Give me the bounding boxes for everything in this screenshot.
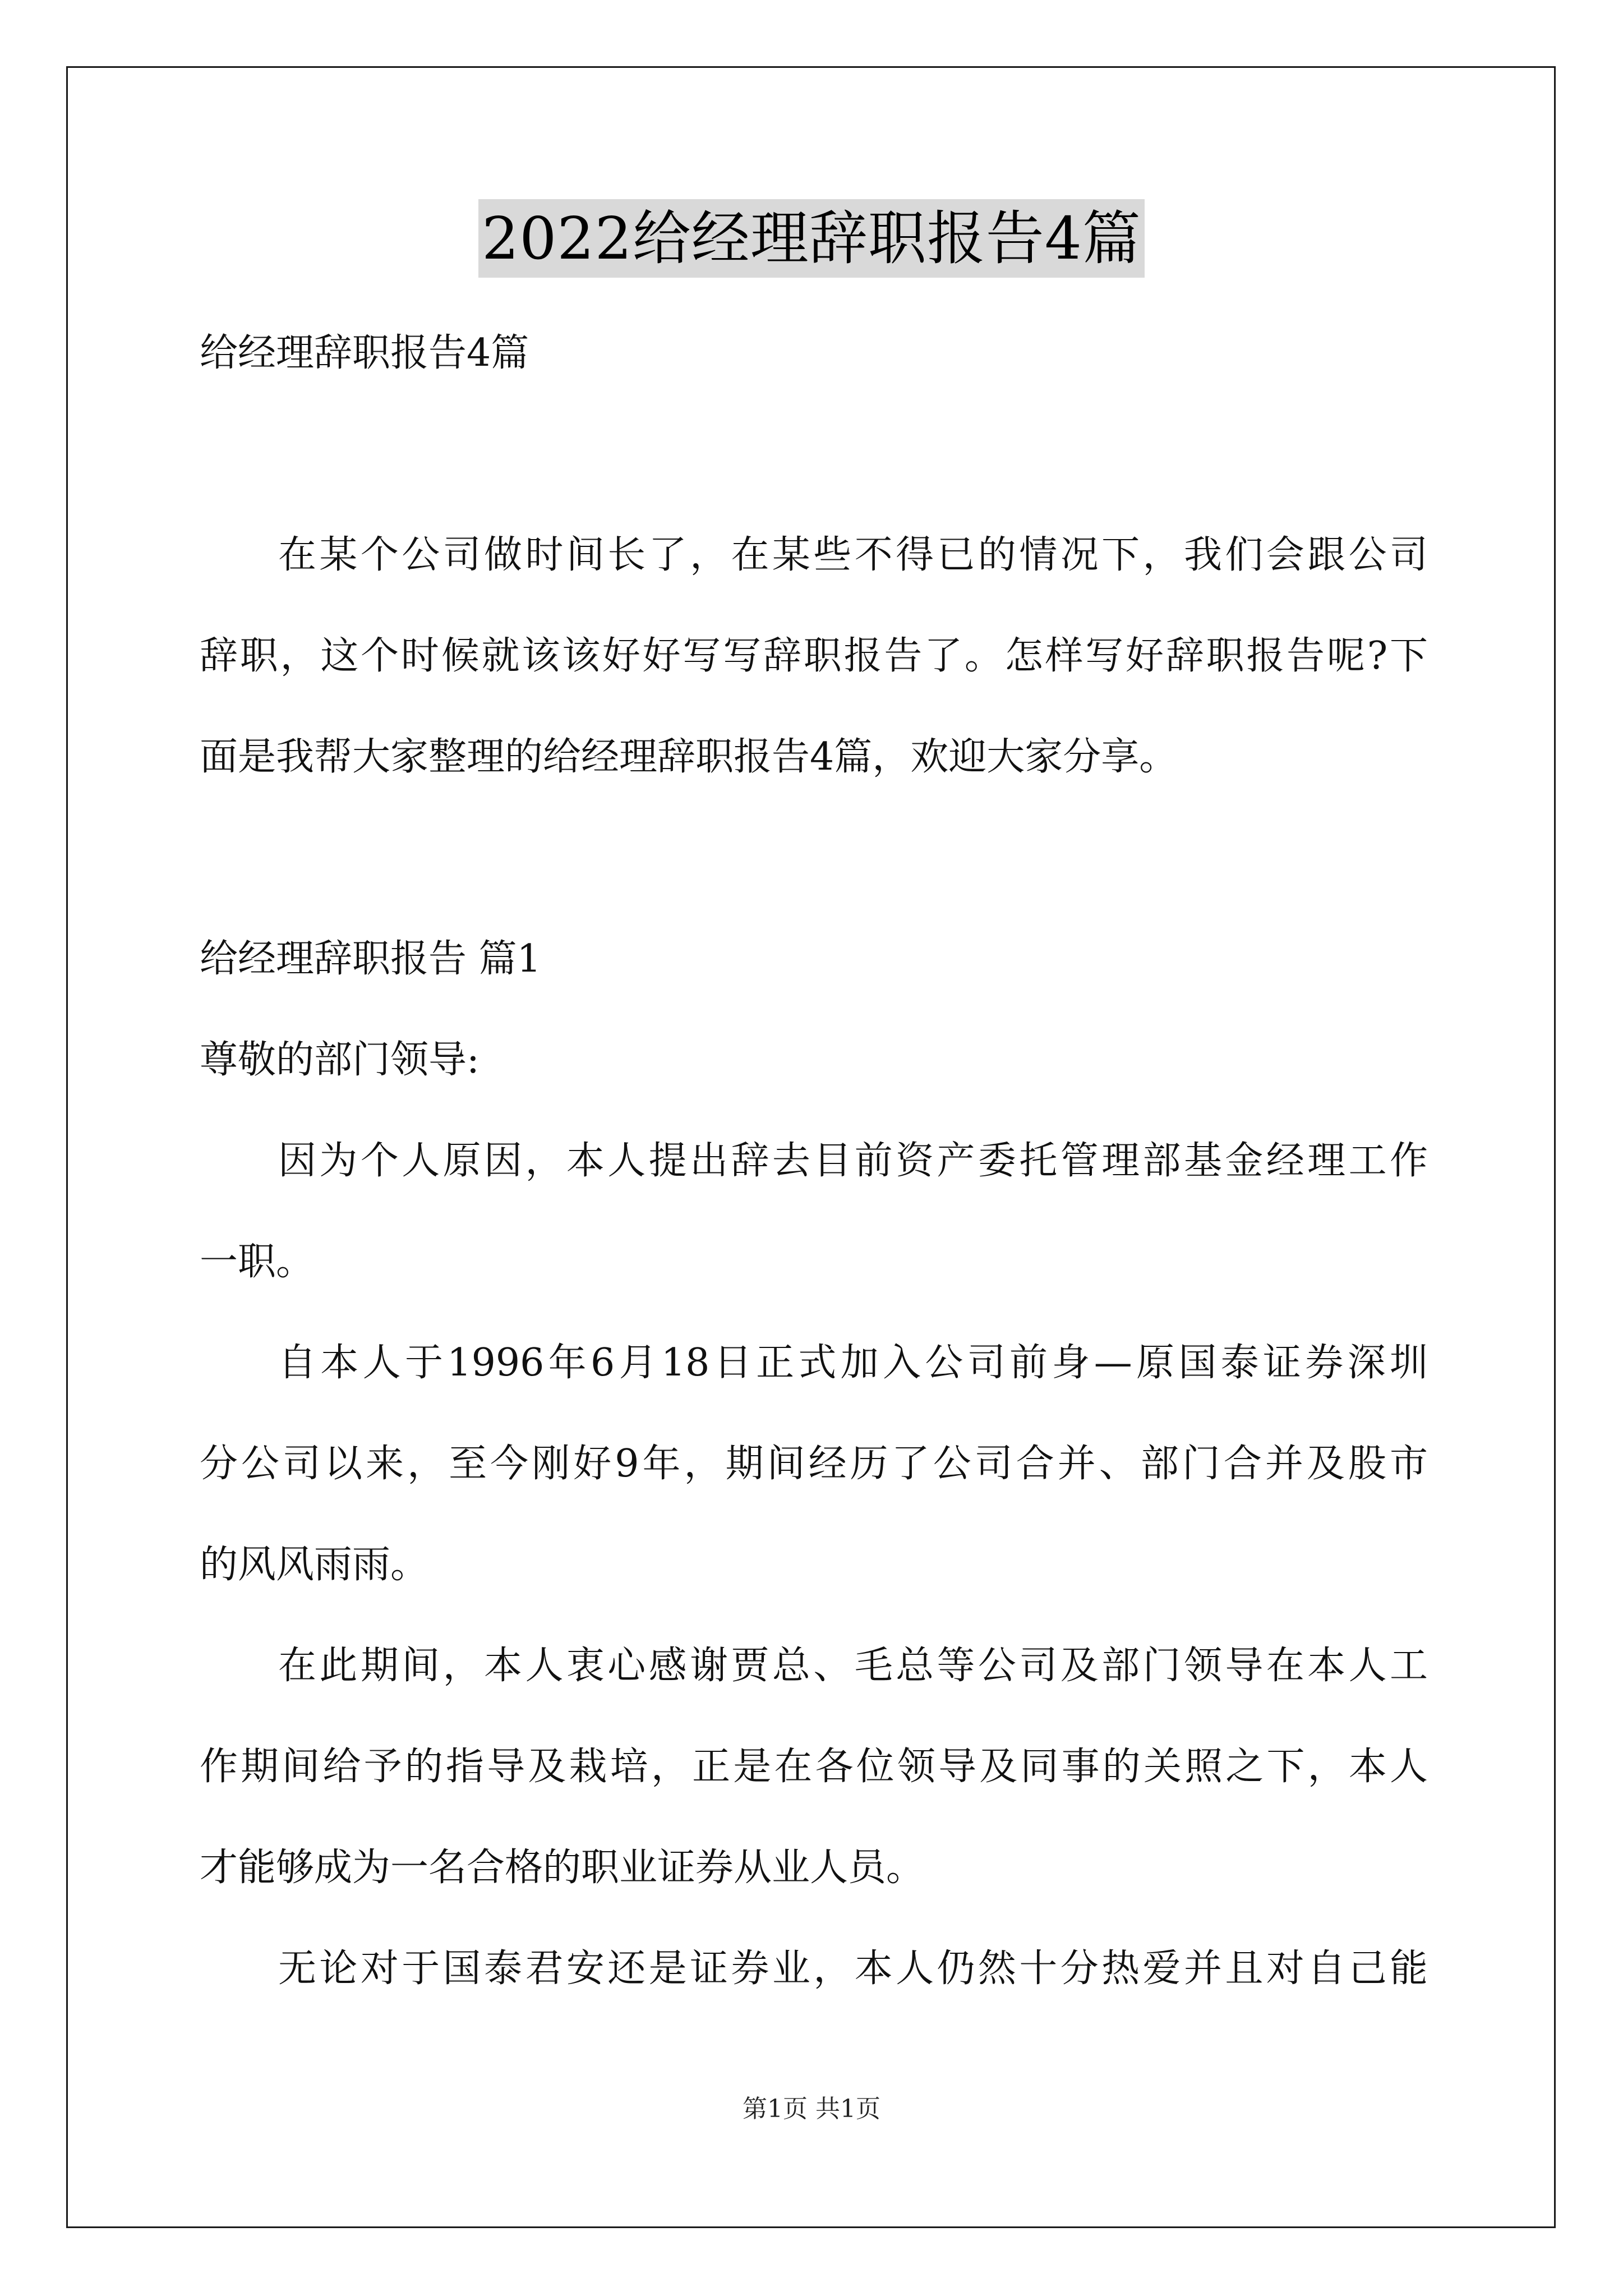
text-line: 一职。 [200, 1240, 315, 1284]
title-container [0, 199, 1623, 278]
text-line: 因为个人原因，本人提出辞去目前资产委托管理部基金经理工作 [278, 1139, 1428, 1183]
page-footer: 第1页 共1页 [743, 2095, 880, 2123]
text-line: 无论对于国泰君安还是证券业，本人仍然十分热爱并且对自己能 [278, 1947, 1428, 1991]
document-body [200, 303, 1428, 2019]
text-line: 尊敬的部门领导: [200, 1038, 479, 1082]
text-line: 才能够成为一名合格的职业证券从业人员。 [200, 1846, 925, 1890]
document-title: 2022给经理辞职报告4篇 [478, 199, 1145, 278]
paragraph-gap [200, 808, 1428, 909]
text-line: 的风风雨雨。 [200, 1543, 429, 1587]
text-line: 在此期间，本人衷心感谢贾总、毛总等公司及部门领导在本人工 [278, 1644, 1428, 1688]
text-line: 给经理辞职报告 篇1 [200, 937, 541, 981]
text-line: 作期间给予的指导及栽培，正是在各位领导及同事的关照之下，本人 [200, 1745, 1428, 1789]
text-line: 面是我帮大家整理的给经理辞职报告4篇，欢迎大家分享。 [200, 735, 1178, 779]
text-line: 分公司以来，至今刚好9年，期间经历了公司合并、部门合并及股市 [200, 1442, 1428, 1486]
paragraph-gap [200, 404, 1428, 505]
text-line: 辞职，这个时候就该该好好写写辞职报告了。怎样写好辞职报告呢?下 [200, 634, 1428, 678]
text-line: 给经理辞职报告4篇 [200, 331, 529, 375]
text-line: 在某个公司做时间长了，在某些不得已的情况下，我们会跟公司 [278, 533, 1428, 577]
text-line: 自本人于1996年6月18日正式加入公司前身—原国泰证券深圳 [278, 1341, 1428, 1385]
